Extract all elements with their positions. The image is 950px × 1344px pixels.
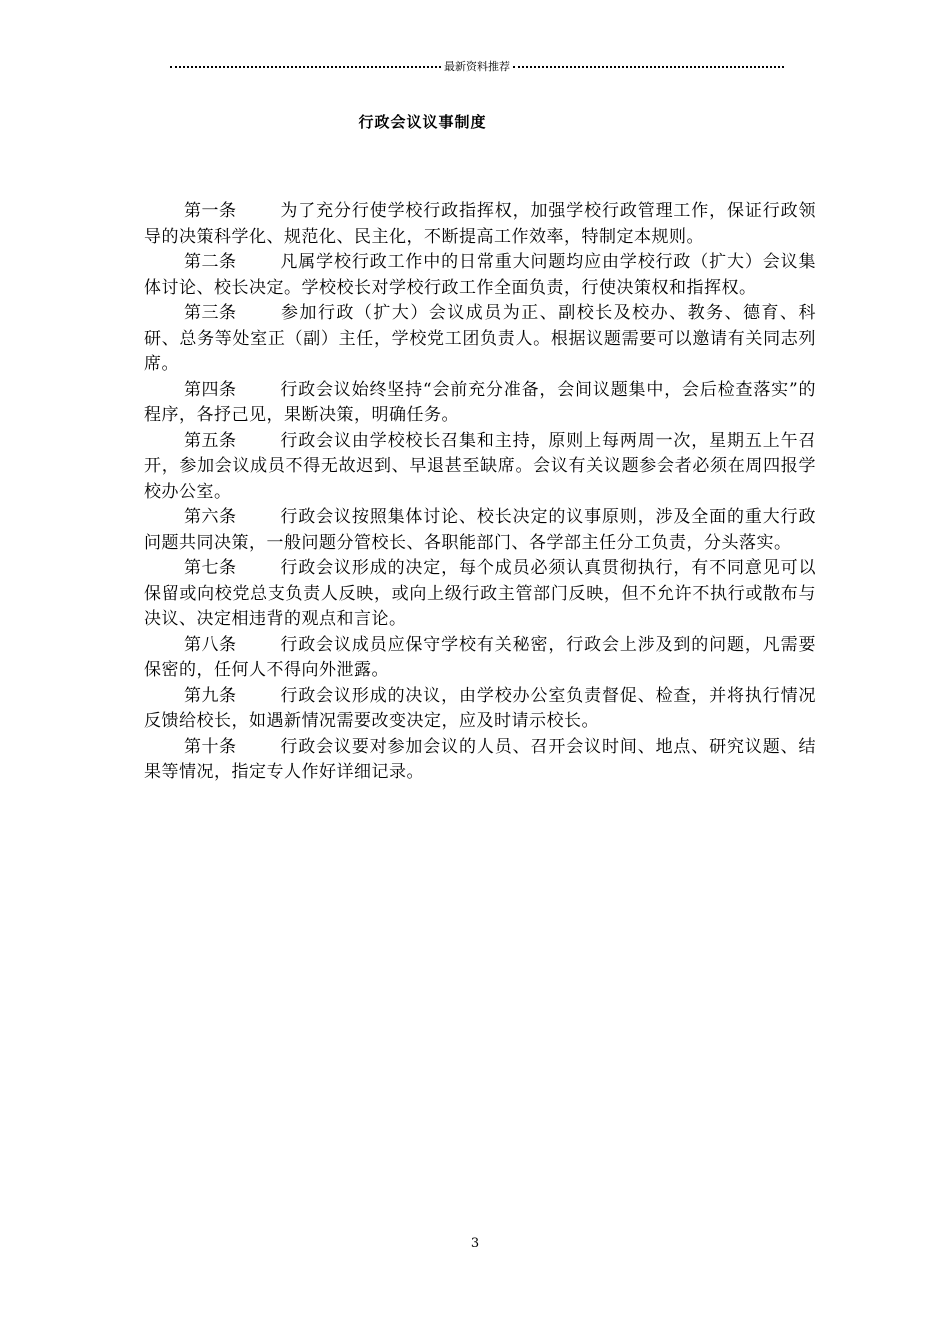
header-dotted-line-left [170, 66, 441, 68]
article-number: 第九条 [184, 685, 237, 706]
article-5 [144, 429, 816, 506]
article-3 [144, 301, 816, 378]
article-number: 第八条 [184, 634, 237, 655]
article-number: 第一条 [184, 201, 237, 221]
article-text: 为了充分行使学校行政指挥权，加强学校行政管理工作，保证行政领导的决策科学化、规范化、民主化，不断提高工作效率，特制定本规则。 [144, 201, 816, 247]
article-7 [144, 556, 816, 633]
article-2 [144, 250, 816, 301]
article-number: 第五条 [184, 430, 237, 451]
article-text: 行政会议形成的决议，由学校办公室负责督促、检查，并将执行情况反馈给校长，如遇新情况需要改变决定，应及时请示校长。 [144, 685, 816, 731]
article-text: 行政会议要对参加会议的人员、召开会议时间、地点、研究议题、结果等情况，指定专人作好详细记录。 [144, 736, 816, 782]
article-1 [144, 199, 816, 250]
article-9 [144, 684, 816, 735]
article-number: 第十条 [184, 736, 237, 757]
page-header [170, 56, 784, 76]
document-body [144, 199, 816, 786]
article-number: 第三条 [184, 303, 237, 323]
header-dotted-line-right [513, 66, 784, 68]
article-text: 行政会议成员应保守学校有关秘密，行政会上涉及到的问题，凡需要保密的，任何人不得向外泄露。 [144, 634, 816, 680]
article-number: 第六条 [184, 507, 237, 527]
article-text: 行政会议按照集体讨论、校长决定的议事原则，涉及全面的重大行政问题共同决策，一般问题分管校长、各职能部门、各学部主任分工负责，分头落实。 [144, 507, 816, 553]
article-text: 行政会议由学校校长召集和主持，原则上每两周一次，星期五上午召开，参加会议成员不得无故迟到、早退甚至缺席。会议有关议题参会者必须在周四报学校办公室。 [144, 430, 816, 502]
article-text: 凡属学校行政工作中的日常重大问题均应由学校行政（扩大）会议集体讨论、校长决定。学校校长对学校行政工作全面负责，行使决策权和指挥权。 [144, 252, 816, 298]
article-8 [144, 633, 816, 684]
article-text: 参加行政（扩大）会议成员为正、副校长及校办、教务、德育、科研、总务等处室正（副）主任，学校党工团负责人。根据议题需要可以邀请有关同志列席。 [144, 303, 816, 374]
article-number: 第四条 [184, 379, 237, 400]
article-number: 第二条 [184, 252, 237, 272]
article-text: 行政会议形成的决定，每个成员必须认真贯彻执行，有不同意见可以保留或向校党总支负责人反映，或向上级行政主管部门反映，但不允许不执行或散布与决议、决定相违背的观点和言论。 [144, 558, 816, 629]
page-number: 3 [470, 1236, 480, 1251]
article-4 [144, 378, 816, 429]
header-text: 最新资料推荐 [444, 60, 510, 73]
article-number: 第七条 [184, 558, 237, 578]
article-6 [144, 505, 816, 556]
document-title: 行政会议议事制度 [358, 113, 487, 131]
article-text: 行政会议始终坚持“会前充分准备，会间议题集中，会后检查落实”的程序，各抒己见，果断决策，明确任务。 [144, 379, 816, 425]
article-10 [144, 735, 816, 786]
